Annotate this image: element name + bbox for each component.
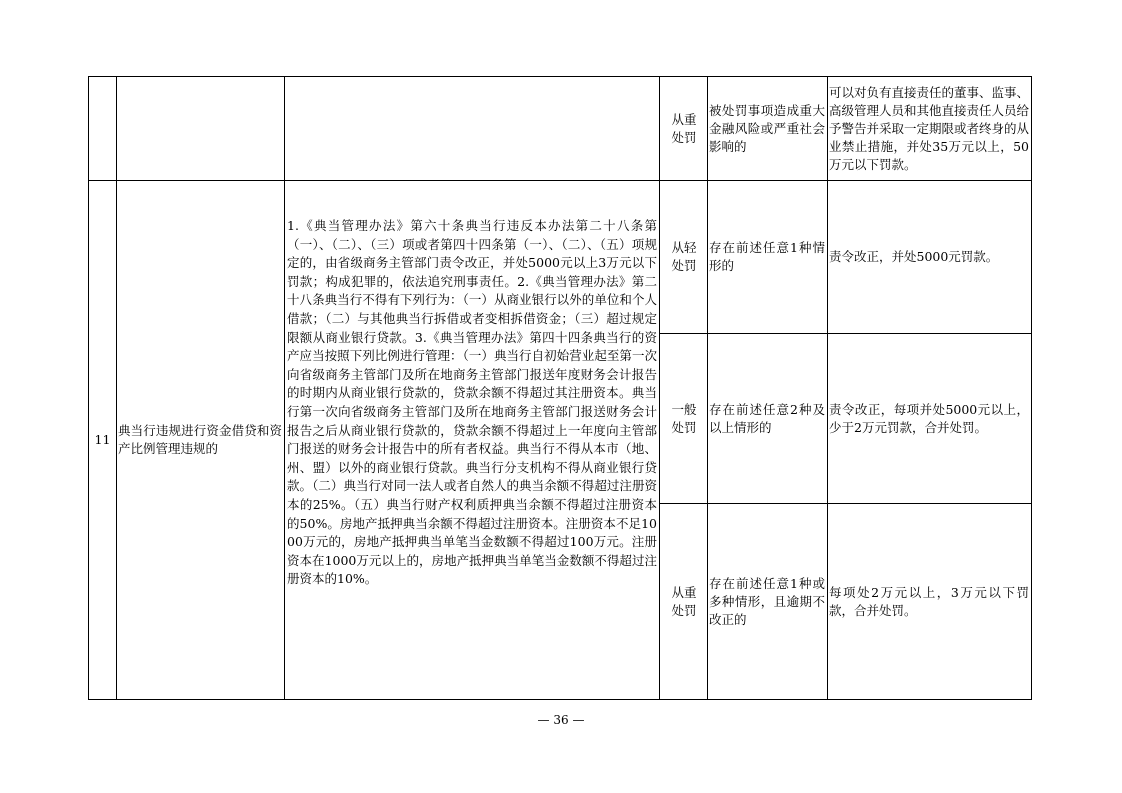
tier-level-cell <box>666 181 702 333</box>
tier-level: 从轻处罚 <box>671 240 697 273</box>
row-number-cell <box>89 181 116 699</box>
violation-cell <box>118 181 282 699</box>
legal-basis-text: 1.《典当管理办法》第六十条典当行违反本办法第二十八条第（一）、（二）、（三）项或者第四十四条第（一）、（二）、（五）项规定的，由省级商务主管部门责令改正，并处5000元以上3万元以下罚款；构成犯罪的，依法追究刑事责任。2.《典当管理办法》第二十八条典当行不得有下列行为：（一）从商业银行以外的单位和个人借款；（二）与其他典当行拆借或者变相拆借资金；（三）超过规定限额从商业银行贷款。3.《典当管理办法》第四十四条典当行的资产应当按照下列比例进行管理：（一）典当行自初始营业起至第一次向省级商务主管部门及所在地商务主管部门报送年度财务会计报告的时期内从商业银行贷款的，贷款余额不得超过其注册资本。典当行第一次向省级商务主管部门及所在地商务主管部门报送财务会计报告之后从商业银行贷款的，贷款余额不得超过上一年度向主管部门报送的财务会计报告中的所有者权益。典当行不得从本市（地、州、盟）以外的商业银行贷款。典当行分支机构不得从商业银行贷款。（二）典当行对同一法人或者自然人的典当余额不得超过注册资本的25%。（五）典当行财产权利质押典当余额不得超过注册资本的50%。房地产抵押典当余额不得超过注册资本。注册资本不足1000万元的，房地产抵押典当单笔当金数额不得超过100万元。注册资本在1000万元以上的，房地产抵押典当单笔当金数额不得超过注册资本的10%。 <box>287 218 657 587</box>
column-border <box>1031 76 1032 700</box>
column-border <box>659 76 660 700</box>
tier-level-cell <box>666 334 702 503</box>
legal-basis-cell <box>287 217 657 687</box>
tier-standard: 每项处2万元以上，3万元以下罚款，合并处罚。 <box>829 584 1029 618</box>
tier-standard-cell <box>829 334 1029 503</box>
table-bottom-border <box>88 699 1032 700</box>
tier-standard-cell <box>829 504 1029 699</box>
tier-circumstance: 存在前述任意1种或多种情形，且逾期不改正的 <box>709 575 825 627</box>
standard-text: 可以对负有直接责任的董事、监事、高级管理人员和其他直接责任人员给予警告并采取一定期限或者终身的从业禁止措施，并处35万元以上，50万元以下罚款。 <box>829 84 1029 172</box>
penalty-level: 从重处罚 <box>671 111 697 145</box>
row-number: 11 <box>94 432 111 447</box>
tier-level-cell <box>666 504 702 699</box>
page-number: — 36 — <box>537 713 585 727</box>
column-border <box>284 76 285 700</box>
circumstance-cell <box>709 77 825 180</box>
tier-circumstance-cell <box>709 181 825 333</box>
column-border <box>116 76 117 700</box>
tier-circumstance-cell <box>709 334 825 503</box>
standard-cell <box>829 77 1029 180</box>
penalty-level-cell <box>666 77 702 180</box>
tier-circumstance-cell <box>709 504 825 699</box>
tier-level: 从重处罚 <box>671 584 697 618</box>
column-border <box>827 76 828 700</box>
tier-standard-cell <box>829 181 1029 333</box>
tier-standard: 责令改正，并处5000元罚款。 <box>829 249 999 264</box>
tier-circumstance: 存在前述任意2种及以上情形的 <box>709 401 825 435</box>
column-border <box>707 76 708 700</box>
circumstance-text: 被处罚事项造成重大金融风险或严重社会影响的 <box>709 102 825 154</box>
tier-level: 一般处罚 <box>671 401 697 435</box>
tier-circumstance: 存在前述任意1种情形的 <box>709 240 825 273</box>
tier-standard: 责令改正，每项并处5000元以上，少于2万元罚款，合并处罚。 <box>829 401 1029 435</box>
violation-text: 典当行违规进行资金借贷和资产比例管理违规的 <box>118 423 282 456</box>
